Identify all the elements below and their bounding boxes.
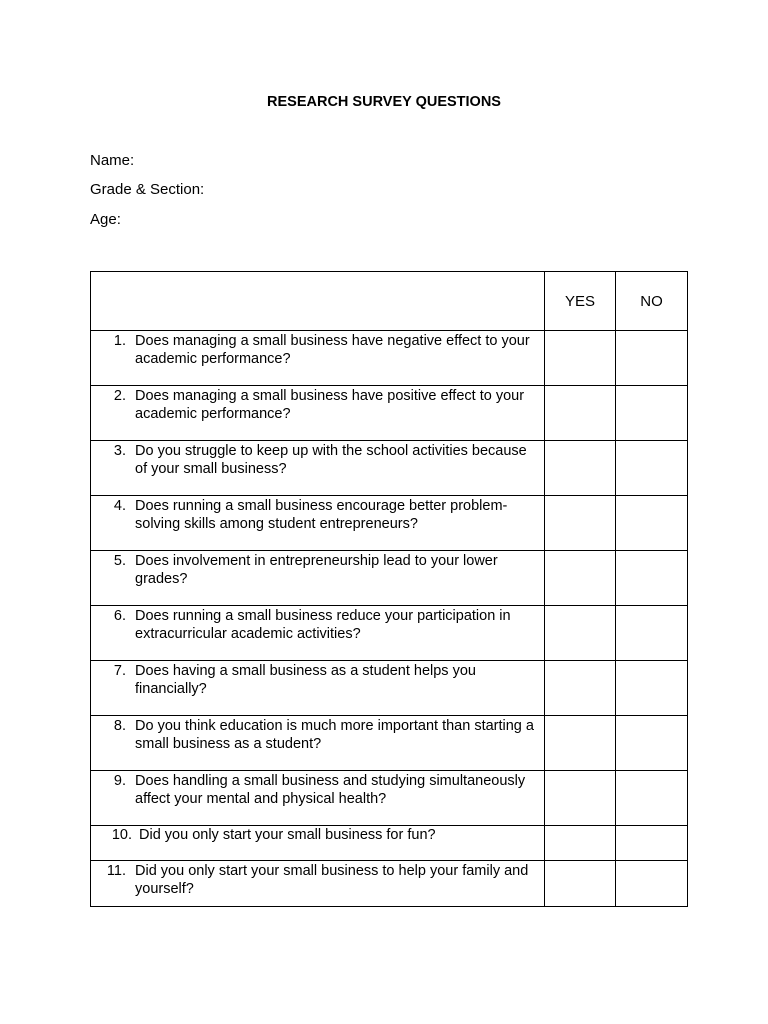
table-row <box>91 861 688 907</box>
question-text: Does involvement in entrepreneurship lead to your lower grades? <box>135 553 498 587</box>
yes-header: YES <box>545 272 616 331</box>
table-row <box>91 771 688 826</box>
yes-answer-cell[interactable] <box>545 386 616 441</box>
yes-answer-cell[interactable] <box>545 771 616 826</box>
question-text: Does running a small business encourage better problem-solving skills among student entrepreneurs? <box>135 498 508 532</box>
no-answer-cell[interactable] <box>616 551 688 606</box>
table-row <box>91 606 688 661</box>
no-header: NO <box>616 272 688 331</box>
question-cell <box>91 826 545 861</box>
no-answer-cell[interactable] <box>616 331 688 386</box>
question-text: Did you only start your small business to help your family and yourself? <box>135 863 529 897</box>
no-answer-cell[interactable] <box>616 771 688 826</box>
no-answer-cell[interactable] <box>616 716 688 771</box>
question-number: 7. <box>113 663 126 679</box>
question-number: 3. <box>113 443 126 459</box>
survey-table <box>90 271 688 907</box>
table-row <box>91 331 688 386</box>
question-text: Does handling a small business and studying simultaneously affect your mental and physical health? <box>135 773 526 807</box>
yes-answer-cell[interactable] <box>545 331 616 386</box>
question-number: 9. <box>113 773 126 789</box>
no-answer-cell[interactable] <box>616 496 688 551</box>
question-cell <box>91 771 545 826</box>
table-row <box>91 826 688 861</box>
yes-answer-cell[interactable] <box>545 496 616 551</box>
table-row <box>91 716 688 771</box>
question-text: Do you struggle to keep up with the school activities because of your small business? <box>135 443 527 477</box>
question-text: Does managing a small business have negative effect to your academic performance? <box>135 333 530 367</box>
grade-section-field-label: Grade & Section: <box>90 181 205 198</box>
no-answer-cell[interactable] <box>616 861 688 907</box>
page-title: RESEARCH SURVEY QUESTIONS <box>267 94 501 110</box>
age-field-label: Age: <box>90 211 121 228</box>
no-answer-cell[interactable] <box>616 606 688 661</box>
yes-answer-cell[interactable] <box>545 606 616 661</box>
question-cell <box>91 386 545 441</box>
question-number: 4. <box>113 498 126 514</box>
question-text: Did you only start your small business for fun? <box>139 827 436 843</box>
table-header-row <box>91 272 688 331</box>
question-number: 10. <box>111 827 132 843</box>
question-cell <box>91 861 545 907</box>
question-text: Does running a small business reduce your participation in extracurricular academic activities? <box>135 608 511 642</box>
yes-answer-cell[interactable] <box>545 441 616 496</box>
yes-answer-cell[interactable] <box>545 551 616 606</box>
question-cell <box>91 716 545 771</box>
table-row <box>91 441 688 496</box>
table-row <box>91 661 688 716</box>
question-number: 6. <box>113 608 126 624</box>
table-row <box>91 386 688 441</box>
yes-answer-cell[interactable] <box>545 716 616 771</box>
question-text: Do you think education is much more important than starting a small business as a student? <box>135 718 534 752</box>
question-cell <box>91 661 545 716</box>
yes-answer-cell[interactable] <box>545 826 616 861</box>
question-cell <box>91 551 545 606</box>
no-answer-cell[interactable] <box>616 826 688 861</box>
no-answer-cell[interactable] <box>616 441 688 496</box>
question-text: Does managing a small business have positive effect to your academic performance? <box>135 388 525 422</box>
question-header-cell <box>91 272 545 331</box>
question-cell <box>91 606 545 661</box>
question-number: 2. <box>113 388 126 404</box>
question-number: 1. <box>113 333 126 349</box>
no-answer-cell[interactable] <box>616 386 688 441</box>
question-cell <box>91 496 545 551</box>
question-text: Does having a small business as a student helps you financially? <box>135 663 476 697</box>
table-row <box>91 551 688 606</box>
no-answer-cell[interactable] <box>616 661 688 716</box>
question-number: 11. <box>106 863 126 879</box>
yes-answer-cell[interactable] <box>545 861 616 907</box>
yes-answer-cell[interactable] <box>545 661 616 716</box>
question-cell <box>91 441 545 496</box>
name-field-label: Name: <box>90 152 135 169</box>
table-row <box>91 496 688 551</box>
question-number: 5. <box>113 553 126 569</box>
question-cell <box>91 331 545 386</box>
question-number: 8. <box>113 718 126 734</box>
